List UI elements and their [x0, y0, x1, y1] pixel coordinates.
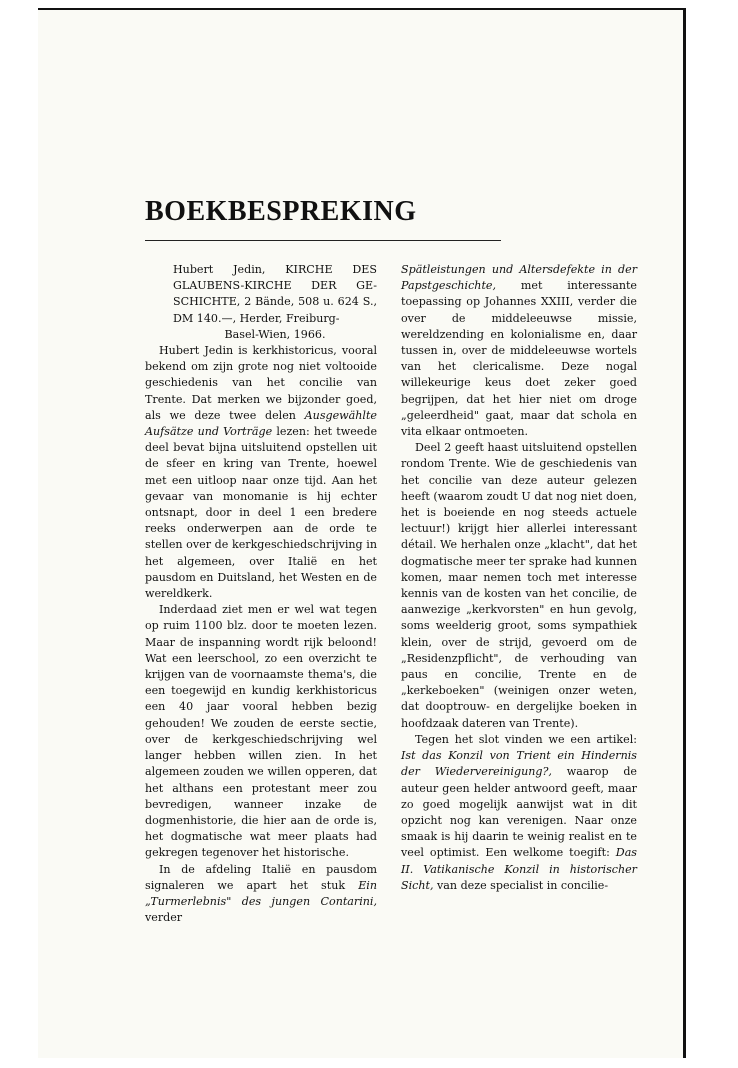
bib-line: SCHICHTE, 2 Bände, 508 u. 624: [173, 295, 359, 309]
bib-line: GLAUBENS-KIRCHE DER GE-: [173, 279, 377, 293]
article-title-italic: Ein „Turmerlebnis" des jungen Contarini,: [145, 878, 377, 908]
paragraph-text: Hubert Jedin is kerkhistoricus, vooral bekend om zijn grote nog niet voltooide geschiedenis van het concilie van Trente. Dat merken we bijzonder goed, als we deze twee delen: [145, 344, 377, 422]
paragraph-text: verder: [145, 911, 183, 925]
paragraph: [145, 343, 377, 602]
left-column: [145, 262, 377, 926]
paragraph: [145, 862, 377, 927]
paragraph: [401, 262, 637, 440]
bib-line: Hubert Jedin, KIRCHE DES: [173, 263, 377, 276]
paragraph: Deel 2 geeft haast uitsluitend opstellen rondom Trente. Wie de geschiedenis van het concilie van deze auteur gelezen heeft (waarom zoudt U dat nog niet doen, het is boeiende en nog steeds actuele lectuur!) krijgt hier allerlei interessant détail. We herhalen onze „klacht", dat het dogmatische meer ter sprake had kunnen komen, maar nemen toch met interesse kennis van de kosten van het concilie, de aanwezige „kerkvorsten" en hun gevolg, soms weelderig groot, soms sympathiek klein, over de strijd, gevoerd om de „Residenzpflicht", de verhouding van paus en concilie, Trente en de „kerkeboeken" (weinigen onzer weten, dat dooptrouw- en dergelijke boeken in hoofdzaak dateren van Trente).: [401, 441, 637, 730]
bibliography-entry: [145, 262, 377, 343]
page-title: BOEKBESPREKING: [145, 196, 417, 227]
article-title-italic: Das II. Vatikanische Konzil in historischer Sicht,: [401, 846, 637, 892]
paragraph: [401, 732, 637, 894]
article-title-italic: Spätleistungen und Altersdefekte in der Papstgeschichte,: [401, 263, 637, 293]
paragraph-text: met interessante toepassing op Johannes XXIII, verder die over de middeleeuwse missie, wereldzending en kolonialisme en, daar tussen in, over de middeleeuwse wortels van het clericalisme. Deze nogal willekeurige keus doet zeker goed begrijpen, dat het hier niet om droge „geleerdheid" gaat, maar dat schola en vita elkaar ontmoeten.: [401, 279, 637, 439]
title-underline: [145, 240, 501, 241]
paragraph: Inderdaad ziet men er wel wat tegen op ruim 1100 blz. door te moeten lezen. Maar de inspanning wordt rijk beloond! Wat een leerschool, zo een overzicht te krijgen van de voornaamste thema's, die een toegewijd en kundig kerkhistoricus een 40 jaar vooral hebben bezig gehouden! We zouden de eerste sectie, over de kerkgeschiedschrijving wel langer hebben willen zien. In het algemeen zouden we willen opperen, dat het althans een protestant meer zou bevredigen, wanneer inzake de dogmenhistorie, die hier aan de orde is, het dogmatische wat meer plaats had gekregen tegenover het historische.: [145, 603, 377, 860]
bib-line: S., DM 140.—, Herder, Freiburg-: [173, 295, 377, 325]
book-title-italic: Ausgewählte Aufsätze und Vorträge: [145, 408, 377, 439]
bib-line: Basel-Wien, 1966.: [224, 327, 326, 341]
paragraph-text: van deze specialist in concilie-: [433, 878, 609, 892]
article-title-italic: Ist das Konzil von Trient ein Hindernis der Wiedervereinigung?,: [401, 749, 637, 779]
paragraph-text: waarop de auteur geen helder antwoord geeft, maar zo goed mogelijk aanwijst wat in dit opzicht nog kan verenigen. Naar onze smaak is hij daarin te weinig realist en te veel optimist. Een welkome toegift:: [401, 765, 637, 860]
paragraph-text: Tegen het slot vinden we een artikel:: [415, 732, 637, 746]
right-column: [401, 262, 637, 894]
paragraph-text: lezen: het tweede deel bevat bijna uitsluitend opstellen uit de sfeer en kring van Trente, hoewel met een uitloop naar onze tijd. Aan het gevaar van monomanie is hij echter ontsnapt, door in deel 1 een bredere reeks onderwerpen aan de orde te stellen over de kerkgeschiedschrijving in het algemeen, over Italië en het pausdom en Duitsland, het Westen en de wereldkerk.: [145, 425, 378, 601]
paragraph-text: In de afdeling Italië en pausdom signaleren we apart het stuk: [145, 862, 377, 892]
